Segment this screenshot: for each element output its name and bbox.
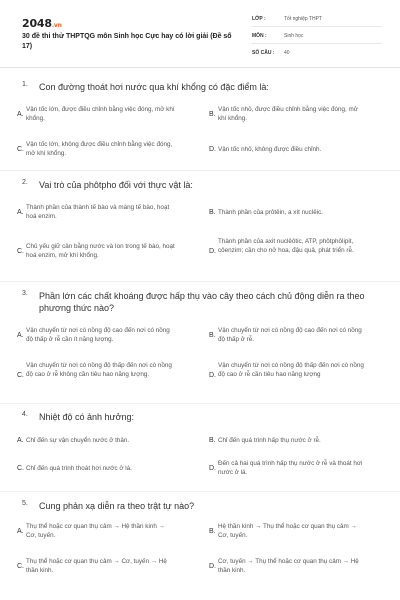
question-number: 4.	[22, 411, 28, 418]
question-text: Phần lớn các chất khoáng được hấp thụ vào cây theo cách chủ động diễn ra theo phương thức nào?	[39, 291, 365, 313]
option-letter: C.	[17, 563, 24, 570]
option-letter: B.	[209, 111, 216, 118]
option-letter: C.	[17, 248, 24, 255]
option-letter: A.	[17, 437, 24, 444]
question-5	[17, 500, 382, 575]
logo-tld: .vn	[51, 22, 62, 29]
meta-label: SỐ CÂU :	[252, 50, 275, 56]
option-text: Hệ thần kinh → Thụ thể hoặc cơ quan thụ cảm → Cơ, tuyến.	[218, 523, 357, 540]
question-number: 5.	[22, 500, 28, 507]
question-text: Con đường thoát hơi nước qua khí khổng có đặc điểm là:	[39, 82, 269, 92]
meta-row-class	[252, 13, 382, 27]
option-text: Vận tốc lớn, được điều chỉnh bằng việc đóng, mở khí khổng.	[26, 106, 175, 123]
option-letter: C.	[17, 146, 24, 153]
option-letter: A.	[17, 111, 24, 118]
site-logo[interactable]	[22, 17, 62, 30]
option-letter: B.	[209, 209, 216, 216]
option-letter: D.	[209, 563, 216, 570]
question-text: Nhiệt độ có ảnh hưởng:	[39, 412, 134, 422]
question-4	[17, 411, 382, 477]
option-letter: C.	[17, 372, 24, 379]
option-letter: D.	[209, 146, 216, 153]
option-text: Chỉ đến sự vận chuyển nước ở thân.	[26, 437, 130, 444]
question-divider	[0, 170, 400, 171]
option-text: Chỉ đến quá trình hấp thụ nước ở rễ.	[218, 437, 321, 444]
option-text: Cơ, tuyến → Thụ thể hoặc cơ quan thụ cảm → Hệ thần kinh.	[218, 558, 359, 575]
option-text: Thụ thể hoặc cơ quan thụ cảm → Cơ, tuyến → Hệ thần kinh.	[26, 558, 167, 575]
document-meta	[252, 13, 382, 64]
meta-value: Tốt nghiệp THPT	[284, 16, 322, 22]
meta-label: LỚP :	[252, 16, 266, 22]
option-letter: B.	[209, 332, 216, 339]
option-text: Vận chuyển từ nơi có nồng độ thấp đến nơi có nồng độ cao ở rễ không cần tiêu hao năng lượng.	[26, 362, 172, 379]
option-letter: A.	[17, 332, 24, 339]
question-1	[17, 81, 382, 158]
question-number: 2.	[22, 179, 28, 186]
logo-main: 2048	[22, 17, 52, 30]
option-letter: D.	[209, 372, 216, 379]
meta-value: Sinh học	[284, 33, 304, 39]
option-text: Vận tốc lớn, không được điều chỉnh bằng việc đóng, mở khí khổng.	[26, 141, 173, 158]
question-3	[17, 290, 382, 379]
option-text: Vận chuyển từ nơi có nồng độ thấp đến nơi có nồng độ cao ở rễ cần tiêu hao năng lượng	[218, 362, 364, 379]
option-letter: A.	[17, 528, 24, 535]
question-divider	[0, 491, 400, 492]
question-2	[17, 179, 382, 260]
option-text: Chỉ đến quá trình thoát hơi nước ở lá.	[26, 465, 132, 472]
question-divider	[0, 281, 400, 282]
option-text: Vận chuyển từ nơi có nồng độ cao đến nơi có nồng độ thấp ở rễ cần ít năng lượng.	[26, 327, 170, 344]
option-letter: D.	[209, 465, 216, 472]
option-letter: B.	[209, 528, 216, 535]
option-letter: A.	[17, 209, 24, 216]
question-divider	[0, 403, 400, 404]
meta-value: 40	[284, 50, 290, 56]
question-number: 1.	[22, 81, 28, 88]
option-text: Chủ yếu giữ cân bằng nước và Ion trong tế bào, hoạt hoá enzim, mở khí khổng.	[26, 243, 175, 260]
document-title: 30 đề thi thử THPTQG môn Sinh học Cực hay có lời giải (Đề số 17)	[22, 33, 232, 50]
option-text: Thành phần của thành tế bào và màng tế bào, hoạt hoá enzim.	[26, 204, 170, 221]
meta-row-subject	[252, 30, 382, 44]
option-text: Vận chuyển từ nơi có nồng độ cao đến nơi có nồng độ thấp ở rễ.	[218, 327, 362, 344]
option-letter: D.	[209, 248, 216, 255]
option-text: Vận tốc nhỏ, được điều chỉnh bằng việc đóng, mở khí khổng.	[218, 106, 358, 123]
option-letter: C.	[17, 465, 24, 472]
option-letter: B.	[209, 437, 216, 444]
meta-row-count	[252, 47, 382, 61]
option-text: Thụ thể hoặc cơ quan thụ cảm → Hệ thần kinh → Cơ, tuyến.	[26, 523, 165, 540]
document-header	[0, 0, 400, 68]
meta-label: MÔN :	[252, 33, 267, 39]
question-number: 3.	[22, 290, 28, 297]
question-text: Cung phản xạ diễn ra theo trật tự nào?	[39, 501, 195, 511]
question-text: Vai trò của phôtpho đối với thực vật là:	[39, 180, 193, 190]
option-text: Thành phần của prôtêin, a xít nuclêic.	[218, 209, 324, 216]
option-text: Vận tốc nhỏ, không được điều chỉnh.	[218, 146, 322, 153]
option-text: Đến cả hai quá trình hấp thụ nước ở rễ và thoát hơi nước ở lá.	[218, 460, 363, 477]
option-text: Thành phần của axit nuclêôtic, ATP, phôtphôlipit, côenzim; cần cho nở hoa, đậu quả, phát triển rễ.	[218, 238, 354, 255]
